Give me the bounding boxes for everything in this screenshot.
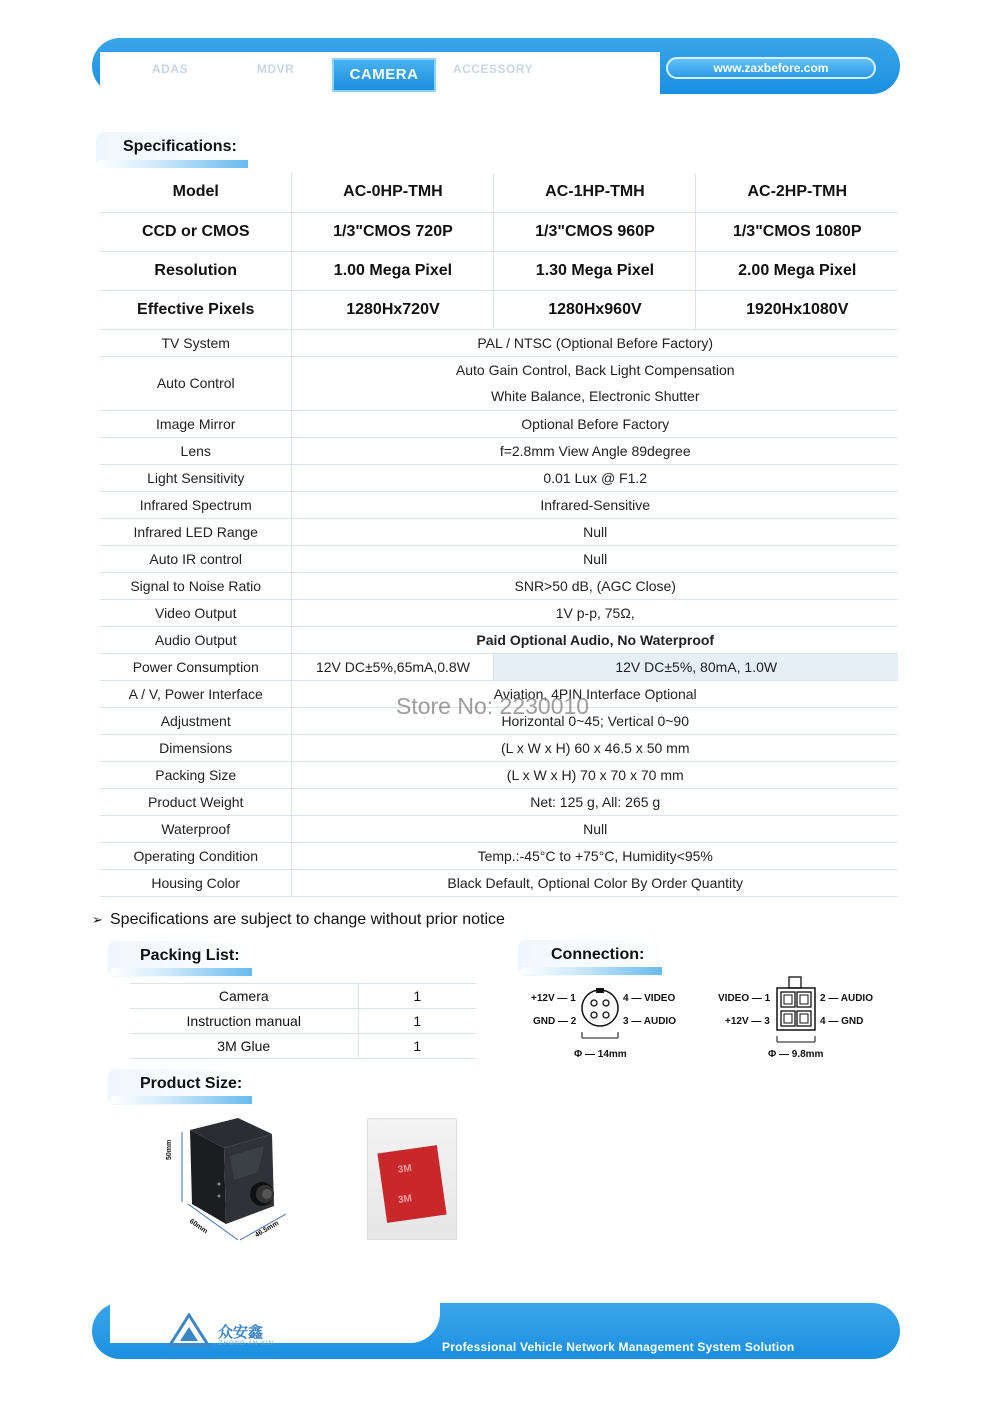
table-row: [100, 410, 898, 437]
aviation-pin1: +12V — 1: [531, 993, 576, 1004]
footer-tagline: Professional Vehicle Network Management System Solution: [442, 1340, 795, 1354]
table-row: [100, 212, 898, 251]
row-value: Net: 125 g, All: 265 g: [292, 788, 898, 815]
sensor-cell: 1/3"CMOS 960P: [494, 212, 696, 251]
company-logo-text: 众安鑫: [218, 1324, 264, 1341]
page-header: [92, 38, 900, 94]
table-row: [130, 1034, 476, 1059]
table-row: [100, 356, 898, 410]
arrow-bullet-icon: ➢: [92, 912, 103, 927]
sensor-cell: 1/3"CMOS 720P: [292, 212, 494, 251]
row-label: Dimensions: [100, 734, 292, 761]
packing-title-underline: [110, 968, 252, 976]
page-footer: [92, 1303, 900, 1361]
power-value-1hp-2hp: 12V DC±5%, 80mA, 1.0W: [494, 653, 898, 680]
row-value: (L x W x H) 70 x 70 x 70 mm: [292, 761, 898, 788]
row-label: Housing Color: [100, 869, 292, 896]
row-label: Operating Condition: [100, 842, 292, 869]
row-label: Packing Size: [100, 761, 292, 788]
pixels-cell: 1920Hx1080V: [696, 290, 898, 329]
company-logo-subtext: ZHONG AN XIN: [219, 1341, 275, 1347]
pack-item-name: Instruction manual: [130, 1009, 358, 1034]
pack-item-qty: 1: [358, 984, 476, 1009]
molex-pin1: VIDEO — 1: [718, 993, 771, 1004]
pack-item-name: Camera: [130, 984, 358, 1009]
spec-title: Specifications:: [123, 138, 237, 155]
row-value: Optional Before Factory: [292, 410, 898, 437]
pack-item-qty: 1: [358, 1009, 476, 1034]
row-value: Horizontal 0~45; Vertical 0~90: [292, 707, 898, 734]
pixels-cell: 1280Hx960V: [494, 290, 696, 329]
molex-pin2: 2 — AUDIO: [820, 993, 873, 1004]
auto-control-line1: Auto Gain Control, Back Light Compensation: [455, 362, 735, 378]
row-label: Auto IR control: [100, 545, 292, 572]
row-value: 1V p-p, 75Ω,: [292, 599, 898, 626]
spec-title-underline: [96, 160, 248, 168]
product-size-title-underline: [110, 1096, 252, 1104]
spec-table: [100, 173, 898, 897]
row-label: Effective Pixels: [100, 290, 292, 329]
row-value: Null: [292, 815, 898, 842]
row-value: Temp.:-45°C to +75°C, Humidity<95%: [292, 842, 898, 869]
row-value: f=2.8mm View Angle 89degree: [292, 437, 898, 464]
row-value: Paid Optional Audio, No Waterproof: [292, 626, 898, 653]
row-label: Adjustment: [100, 707, 292, 734]
row-label: Model: [100, 173, 292, 212]
nav-camera-active[interactable]: CAMERA: [332, 58, 436, 92]
dim-length-label: 60mm: [187, 1218, 209, 1236]
row-label: Waterproof: [100, 815, 292, 842]
table-row: [100, 761, 898, 788]
nav-adas[interactable]: ADAS: [152, 62, 189, 76]
row-label: Lens: [100, 437, 292, 464]
table-row: [100, 869, 898, 896]
auto-control-line2: White Balance, Electronic Shutter: [490, 388, 700, 404]
pack-item-name: 3M Glue: [130, 1034, 358, 1059]
row-value: Aviation, 4PIN Interface Optional: [292, 680, 898, 707]
dim-width-label: 46.5mm: [254, 1219, 281, 1240]
glue-pad: [377, 1145, 446, 1223]
row-label: Resolution: [100, 251, 292, 290]
table-row: [100, 329, 898, 356]
aviation-connector-icon: [578, 986, 624, 1046]
table-row: [130, 984, 476, 1009]
table-row: [100, 173, 898, 212]
molex-connector-icon: [774, 976, 820, 1048]
company-logo-icon: [168, 1313, 210, 1347]
table-row: [100, 572, 898, 599]
connection-title-underline: [520, 967, 662, 975]
packing-table: [130, 983, 476, 1059]
table-row: [100, 437, 898, 464]
table-row: [100, 545, 898, 572]
table-row: [100, 653, 898, 680]
glue-3m-logo: 3M: [397, 1193, 413, 1207]
table-row: [100, 290, 898, 329]
store-watermark: Store No: 2230010: [396, 693, 590, 719]
row-value: Infrared-Sensitive: [292, 491, 898, 518]
model-cell: AC-0HP-TMH: [292, 173, 494, 212]
table-row: [100, 842, 898, 869]
row-label: Auto Control: [100, 356, 292, 410]
nav-accessory[interactable]: ACCESSORY: [453, 62, 534, 76]
table-row: [100, 491, 898, 518]
table-row: [100, 626, 898, 653]
table-row: [100, 464, 898, 491]
model-cell: AC-1HP-TMH: [494, 173, 696, 212]
table-row: [100, 815, 898, 842]
website-url[interactable]: www.zaxbefore.com: [666, 57, 876, 79]
table-row: [100, 788, 898, 815]
pixels-cell: 1280Hx720V: [292, 290, 494, 329]
row-label: Video Output: [100, 599, 292, 626]
row-label: Infrared Spectrum: [100, 491, 292, 518]
row-value: SNR>50 dB, (AGC Close): [292, 572, 898, 599]
product-size-title: Product Size:: [140, 1075, 243, 1092]
resolution-cell: 1.00 Mega Pixel: [292, 251, 494, 290]
molex-pin4: 4 — GND: [820, 1016, 864, 1027]
connection-title: Connection:: [551, 946, 645, 963]
row-value: [292, 356, 898, 410]
table-row: [100, 734, 898, 761]
footer-inner: [110, 1299, 440, 1343]
model-cell: AC-2HP-TMH: [696, 173, 898, 212]
row-label: Power Consumption: [100, 653, 292, 680]
row-label: A / V, Power Interface: [100, 680, 292, 707]
dim-height-label: 50mm: [166, 1139, 173, 1160]
3m-glue-image: [367, 1118, 457, 1240]
molex-pin3: +12V — 3: [725, 1016, 770, 1027]
aviation-pin3: 3 — AUDIO: [623, 1016, 676, 1027]
row-value: PAL / NTSC (Optional Before Factory): [292, 329, 898, 356]
glue-3m-logo: 3M: [397, 1162, 413, 1176]
aviation-pin2: GND — 2: [533, 1016, 577, 1027]
row-label: Audio Output: [100, 626, 292, 653]
camera-product-image: [168, 1112, 298, 1254]
table-row: [100, 599, 898, 626]
table-row: [100, 518, 898, 545]
change-notice: [92, 911, 505, 929]
aviation-pin4: 4 — VIDEO: [623, 993, 676, 1004]
molex-diameter: Φ — 9.8mm: [768, 1049, 824, 1060]
row-label: Signal to Noise Ratio: [100, 572, 292, 599]
change-notice-text: Specifications are subject to change without prior notice: [110, 911, 505, 928]
pack-item-qty: 1: [358, 1034, 476, 1059]
power-value-0hp: 12V DC±5%,65mA,0.8W: [292, 653, 494, 680]
row-label: CCD or CMOS: [100, 212, 292, 251]
resolution-cell: 2.00 Mega Pixel: [696, 251, 898, 290]
packing-title: Packing List:: [140, 947, 240, 964]
row-value: Null: [292, 518, 898, 545]
row-label: Image Mirror: [100, 410, 292, 437]
row-label: Product Weight: [100, 788, 292, 815]
row-value: 0.01 Lux @ F1.2: [292, 464, 898, 491]
resolution-cell: 1.30 Mega Pixel: [494, 251, 696, 290]
table-row: [130, 1009, 476, 1034]
row-value: Black Default, Optional Color By Order Quantity: [292, 869, 898, 896]
row-value: (L x W x H) 60 x 46.5 x 50 mm: [292, 734, 898, 761]
row-label: Infrared LED Range: [100, 518, 292, 545]
row-label: TV System: [100, 329, 292, 356]
sensor-cell: 1/3"CMOS 1080P: [696, 212, 898, 251]
table-row: [100, 251, 898, 290]
nav-mdvr[interactable]: MDVR: [257, 62, 295, 76]
aviation-diameter: Φ — 14mm: [574, 1049, 627, 1060]
row-label: Light Sensitivity: [100, 464, 292, 491]
row-value: Null: [292, 545, 898, 572]
